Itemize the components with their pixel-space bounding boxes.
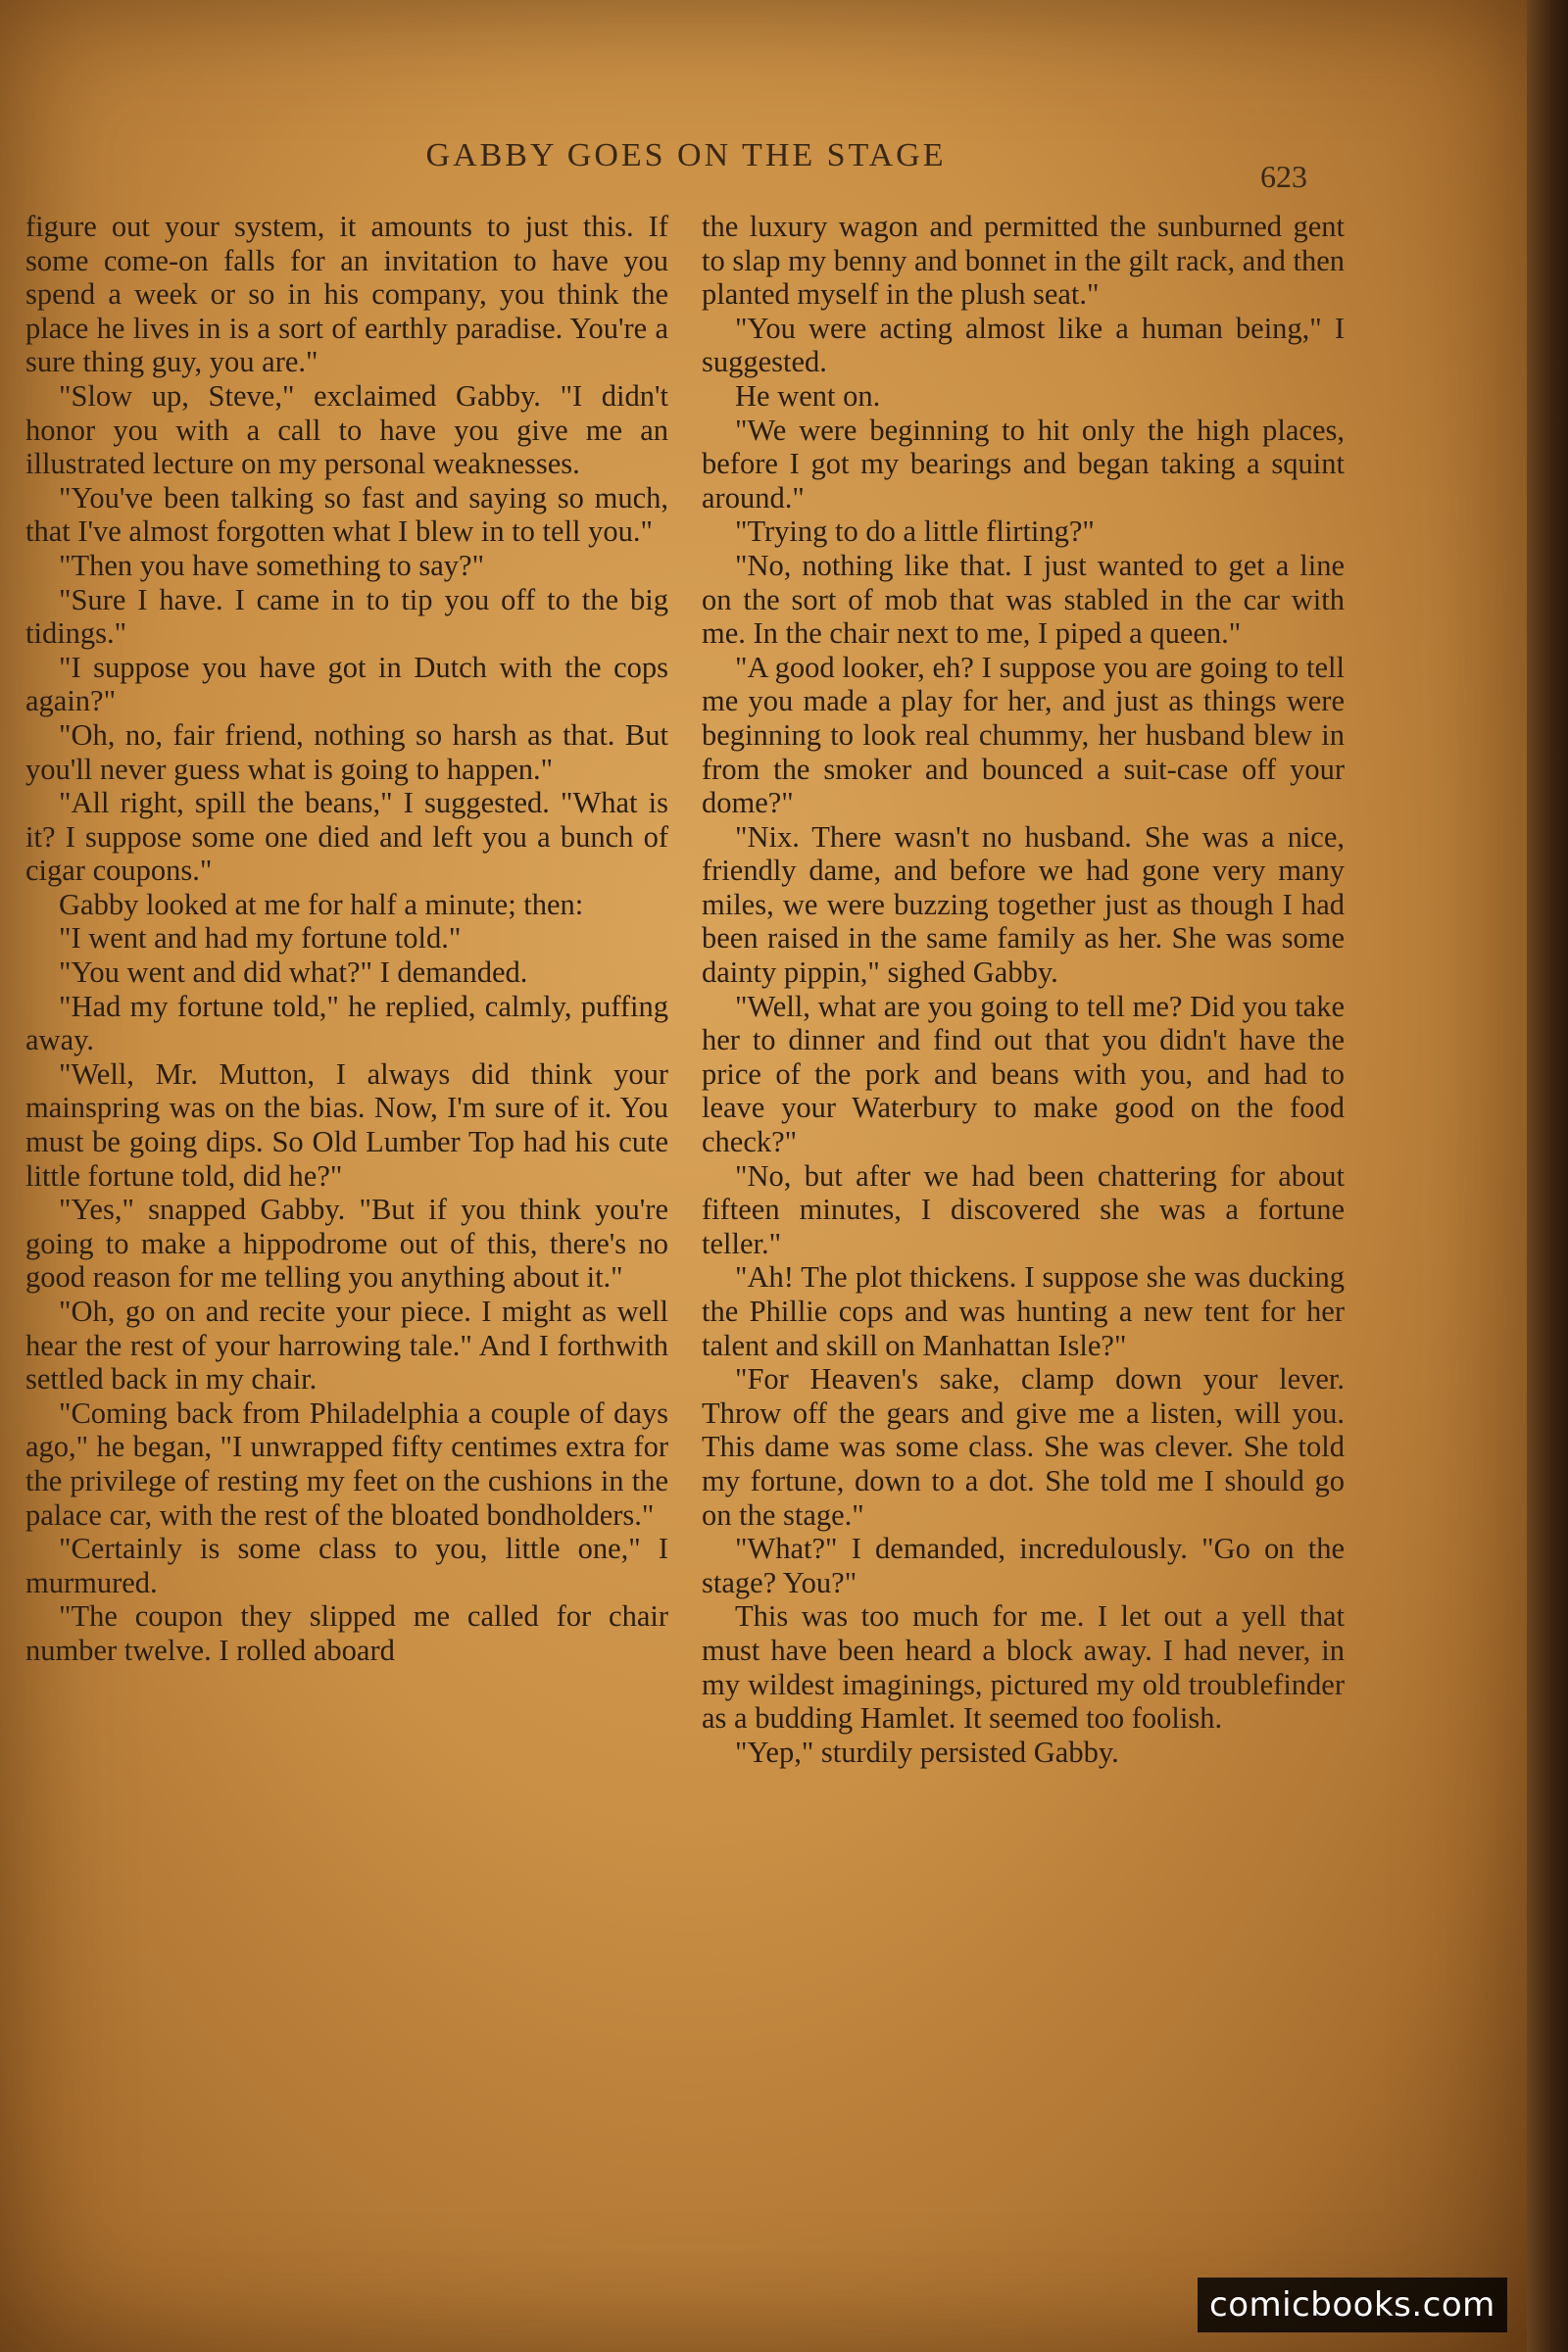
- left-column: [25, 210, 668, 1668]
- paragraph: "No, nothing like that. I just wanted to get a line on the sort of mob that was stabled in the car with me. In the chair next to me, I piped a queen.": [702, 548, 1345, 651]
- paragraph: "Coming back from Philadelphia a couple of days ago," he began, "I unwrapped fifty centimes extra for the privilege of resting my feet on the cushions in the palace car, with the rest of the bloated bondholders.": [25, 1396, 668, 1532]
- paragraph: "The coupon they slipped me called for chair number twelve. I rolled aboard: [25, 1599, 668, 1667]
- paragraph: "What?" I demanded, incredulously. "Go on the stage? You?": [702, 1532, 1345, 1599]
- paragraph: This was too much for me. I let out a yell that must have been heard a block away. I had never, in my wildest imaginings, pictured my old troublefinder as a budding Hamlet. It seemed too foolish.: [702, 1599, 1345, 1736]
- paragraph: figure out your system, it amounts to just this. If some come-on falls for an invitation to have you spend a week or so in his company, you think the place he lives in is a sort of earthly paradise. You're a sure thing guy, you are.": [25, 210, 668, 379]
- paragraph: "Certainly is some class to you, little one," I murmured.: [25, 1532, 668, 1599]
- paragraph: "Yep," sturdily persisted Gabby.: [735, 1735, 1119, 1769]
- watermark: comicbooks.com: [1198, 2278, 1507, 2332]
- paragraph: "Had my fortune told," he replied, calmly, puffing away.: [25, 989, 668, 1057]
- paragraph: "Ah! The plot thickens. I suppose she was ducking the Phillie cops and was hunting a new tent for her talent and skill on Manhattan Isle?": [702, 1260, 1345, 1362]
- paragraph: "Oh, no, fair friend, nothing so harsh as that. But you'll never guess what is going to happen.": [25, 717, 668, 786]
- paragraph: the luxury wagon and permitted the sunburned gent to slap my benny and bonnet in the gilt rack, and then planted myself in the plush seat.": [702, 210, 1345, 312]
- paragraph: "Nix. There wasn't no husband. She was a nice, friendly dame, and before we had gone very many miles, we were buzzing together just as though I had been raised in the same family as her. She was some dainty pippin," sighed Gabby.: [702, 819, 1345, 990]
- paragraph: "You've been talking so fast and saying so much, that I've almost forgotten what I blew in to tell you.": [25, 480, 668, 549]
- paragraph: "All right, spill the beans," I suggested. "What is it? I suppose some one died and left you a bunch of cigar coupons.": [25, 786, 668, 888]
- paragraph: "I went and had my fortune told.": [59, 921, 462, 956]
- paragraph: "For Heaven's sake, clamp down your lever. Throw off the gears and give me a listen, will you. This dame was some class. She was clever. She told my fortune, down to a dot. She told me I should go on the stage.": [702, 1362, 1345, 1532]
- paragraph: "Well, what are you going to tell me? Did you take her to dinner and find out that you didn't have the price of the pork and beans with you, and had to leave your Waterbury to make good on the food check?": [702, 989, 1345, 1159]
- paragraph: He went on.: [735, 378, 881, 413]
- right-column: [702, 210, 1345, 1769]
- paragraph: "Oh, go on and recite your piece. I might as well hear the rest of your harrowing tale." And I forthwith settled back in my chair.: [25, 1295, 668, 1396]
- paragraph: Gabby looked at me for half a minute; then:: [59, 887, 584, 921]
- paragraph: "Yes," snapped Gabby. "But if you think you're going to make a hippodrome out of this, there's no good reason for me telling you anything about it.": [25, 1193, 668, 1295]
- page-number: 623: [1260, 159, 1307, 194]
- paragraph: "Sure I have. I came in to tip you off to the big tidings.": [25, 582, 668, 651]
- paragraph: "Well, Mr. Mutton, I always did think your mainspring was on the bias. Now, I'm sure of it. You must be going dips. So Old Lumber Top had his cute little fortune told, did he?": [25, 1056, 668, 1193]
- book-edge: [1527, 0, 1568, 2352]
- paragraph: "I suppose you have got in Dutch with the cops again?": [25, 650, 668, 718]
- paragraph: "You were acting almost like a human being," I suggested.: [702, 311, 1345, 379]
- paragraph: "We were beginning to hit only the high places, before I got my bearings and began taking a squint around.": [702, 413, 1345, 514]
- paragraph: "You went and did what?" I demanded.: [59, 956, 528, 990]
- paragraph: "Then you have something to say?": [59, 548, 485, 582]
- paragraph: "No, but after we had been chattering for about fifteen minutes, I discovered she was a fortune teller.": [702, 1158, 1345, 1260]
- paragraph: "A good looker, eh? I suppose you are going to tell me you made a play for her, and just as things were beginning to look real chummy, her husband blew in from the smoker and bounced a suit-case off your dome?": [702, 650, 1345, 820]
- paragraph: "Trying to do a little flirting?": [735, 514, 1095, 549]
- paragraph: "Slow up, Steve," exclaimed Gabby. "I didn't honor you with a call to have you give me an illustrated lecture on my personal weaknesses.: [25, 378, 668, 481]
- running-head: GABBY GOES ON THE STAGE: [425, 137, 947, 173]
